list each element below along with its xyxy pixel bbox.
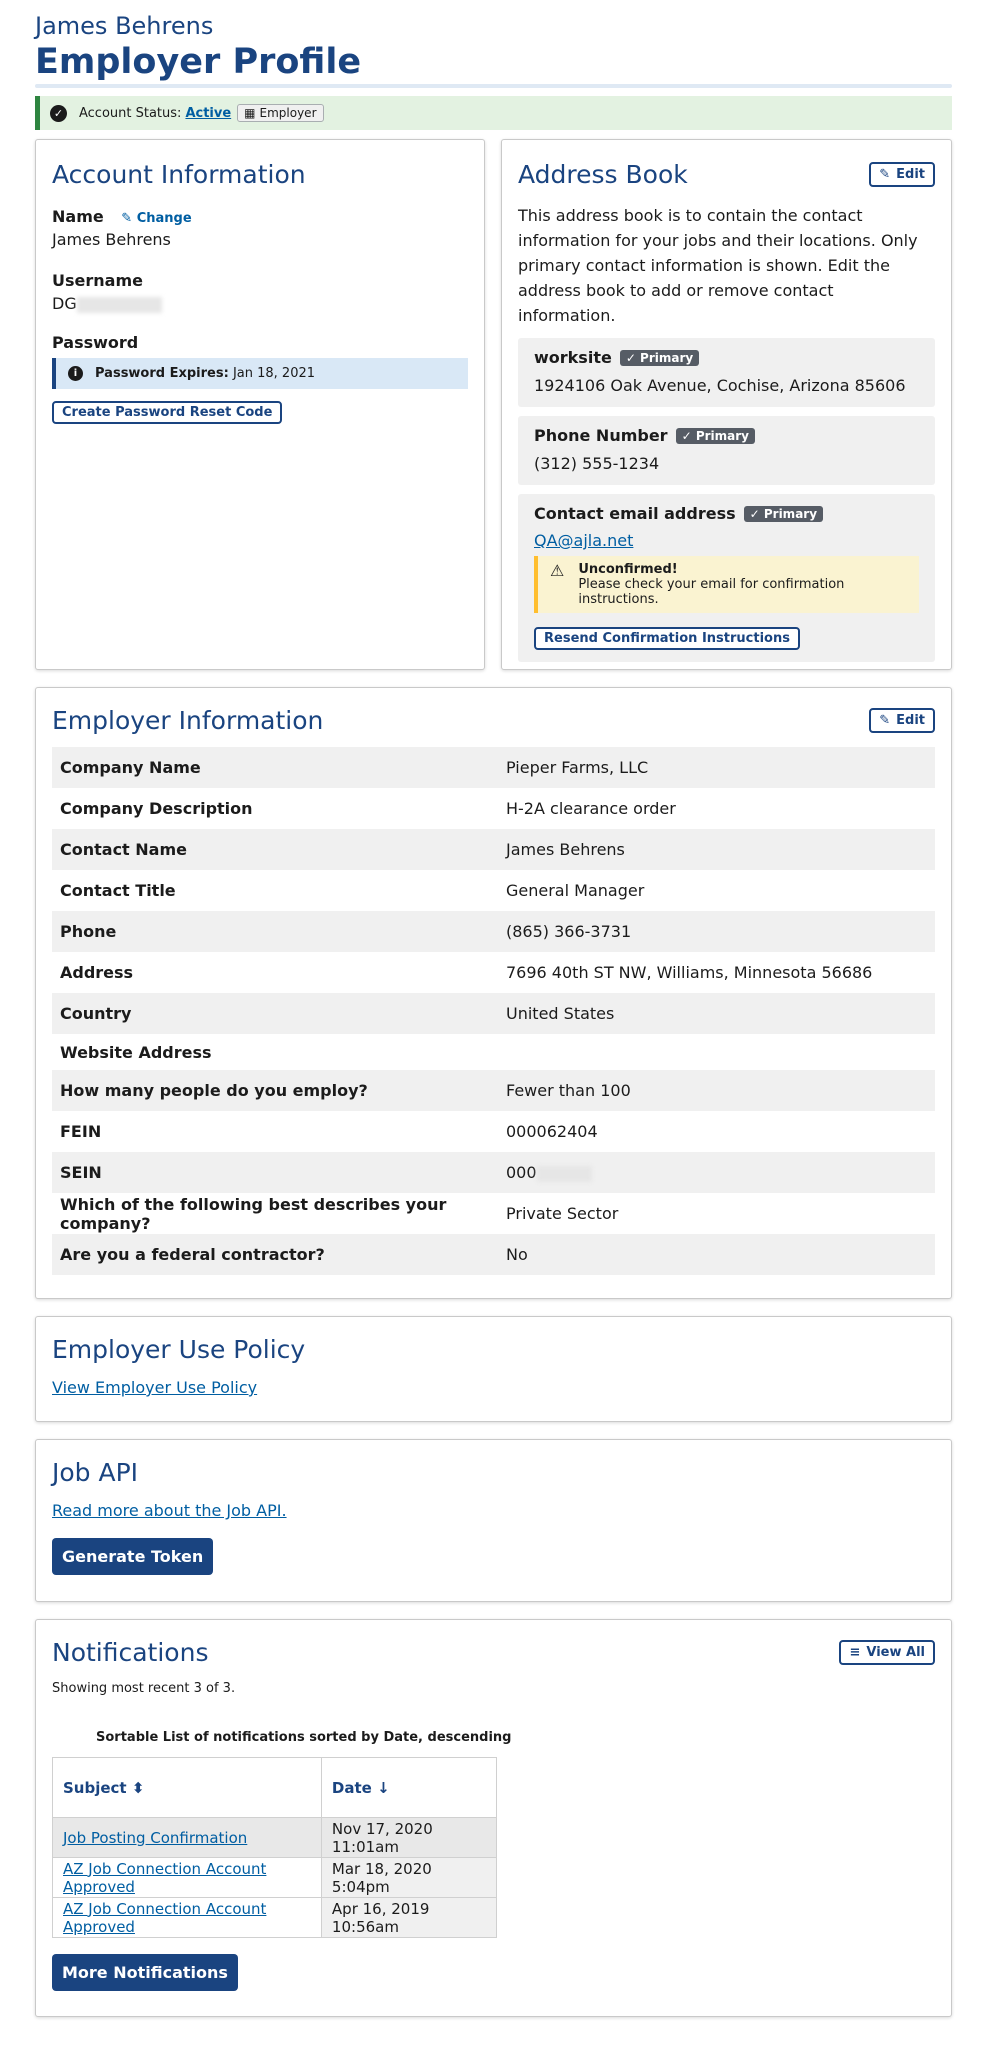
edit-label: Edit xyxy=(896,713,925,728)
showing-count: Showing most recent 3 of 3. xyxy=(52,1681,236,1696)
notification-date: Mar 18, 2020 5:04pm xyxy=(321,1858,496,1898)
pencil-icon: ✎ xyxy=(879,167,891,182)
role-tag xyxy=(237,104,323,122)
employer-use-policy-card xyxy=(35,1316,952,1422)
notifications-table xyxy=(52,1757,497,1938)
row-value: Fewer than 100 xyxy=(498,1070,935,1111)
job-api-card xyxy=(35,1439,952,1602)
row-label: FEIN xyxy=(60,1122,102,1141)
row-label: Contact Title xyxy=(60,881,176,900)
view-policy-link[interactable]: View Employer Use Policy xyxy=(52,1378,258,1397)
worksite-block xyxy=(518,338,935,407)
change-name-button[interactable] xyxy=(121,211,191,226)
list-icon: ≡ xyxy=(849,1645,861,1660)
address-book-card xyxy=(501,139,952,670)
row-label: SEIN xyxy=(52,1152,498,1193)
row-value: Private Sector xyxy=(506,1204,619,1223)
unconfirmed-alert xyxy=(534,556,919,613)
row-label: Country xyxy=(52,993,498,1034)
table-row xyxy=(53,1818,497,1858)
row-value xyxy=(498,1034,935,1070)
table-row xyxy=(52,788,935,829)
row-value: (865) 366-3731 xyxy=(498,911,935,952)
row-label: Which of the following best describes your company? xyxy=(60,1194,447,1233)
pencil-icon: ✎ xyxy=(121,211,133,226)
resend-confirmation-button[interactable]: Resend Confirmation Instructions xyxy=(534,627,800,650)
user-name: James Behrens xyxy=(35,12,214,40)
notifications-title: Notifications xyxy=(52,1638,209,1667)
name-label: Name xyxy=(52,207,104,226)
row-value: General Manager xyxy=(506,881,645,900)
table-row xyxy=(52,1070,935,1111)
row-value: James Behrens xyxy=(498,829,935,870)
account-status-bar xyxy=(35,96,952,130)
pencil-icon: ✎ xyxy=(879,713,891,728)
unconfirmed-text: Please check your email for confirmation instructions. xyxy=(578,577,845,607)
row-value: 7696 40th ST NW, Williams, Minnesota 56686 xyxy=(506,963,873,982)
job-api-title: Job API xyxy=(52,1458,139,1487)
table-row xyxy=(52,1152,935,1193)
table-row xyxy=(52,993,935,1034)
table-row xyxy=(52,1111,935,1152)
info-icon: i xyxy=(68,366,83,381)
row-label: Address xyxy=(60,963,134,982)
username-label: Username xyxy=(52,271,143,290)
date-column-header[interactable]: Date ↓ xyxy=(321,1758,496,1818)
table-row xyxy=(52,911,935,952)
username-value: DG xyxy=(52,294,77,313)
notification-date: Apr 16, 2019 10:56am xyxy=(321,1898,496,1938)
edit-label: Edit xyxy=(896,167,925,182)
phone-label: Phone Number xyxy=(534,426,668,445)
view-all-button[interactable] xyxy=(839,1640,935,1665)
role-tag-label: Employer xyxy=(259,106,317,120)
name-value: James Behrens xyxy=(52,230,171,249)
change-label: Change xyxy=(136,211,192,226)
create-password-reset-button[interactable]: Create Password Reset Code xyxy=(52,401,282,424)
job-api-link[interactable]: Read more about the Job API. xyxy=(52,1501,287,1520)
phone-block xyxy=(518,416,935,485)
name-field xyxy=(52,207,468,226)
row-label: Website Address xyxy=(60,1042,212,1062)
sort-icon: ⬍ xyxy=(131,1778,145,1797)
employer-use-policy-title: Employer Use Policy xyxy=(52,1335,306,1364)
generate-token-button[interactable]: Generate Token xyxy=(52,1538,213,1575)
more-notifications-button[interactable]: More Notifications xyxy=(52,1954,238,1991)
page-title: Employer Profile xyxy=(35,42,362,82)
password-expires-value: Jan 18, 2021 xyxy=(232,366,316,381)
table-row xyxy=(52,952,935,993)
row-value: Pieper Farms, LLC xyxy=(498,747,935,788)
notification-subject-link[interactable]: Job Posting Confirmation xyxy=(63,1828,248,1847)
table-row xyxy=(52,870,935,911)
password-expiry-text xyxy=(95,366,315,381)
password-expiry-alert xyxy=(52,358,468,389)
row-value-redacted: 000 xyxy=(498,1152,935,1193)
table-row xyxy=(52,1193,935,1234)
warning-icon: ⚠ xyxy=(550,561,565,580)
account-information-card xyxy=(35,139,485,670)
row-label: Are you a federal contractor? xyxy=(52,1234,498,1275)
title-divider xyxy=(35,84,952,88)
primary-badge: ✓ Primary xyxy=(676,428,755,444)
password-expires-label: Password Expires: xyxy=(95,366,229,381)
row-label: Phone xyxy=(52,911,498,952)
account-status-label: Account Status: xyxy=(79,105,182,121)
address-book-title: Address Book xyxy=(518,160,688,189)
account-status-link[interactable]: Active xyxy=(185,105,232,121)
employer-information-card xyxy=(35,687,952,1299)
redacted-block xyxy=(537,1166,592,1182)
table-row xyxy=(52,829,935,870)
row-value: H-2A clearance order xyxy=(506,799,676,818)
notification-subject-link[interactable]: AZ Job Connection Account Approved xyxy=(63,1859,267,1896)
row-label: How many people do you employ? xyxy=(52,1070,498,1111)
row-label: Contact Name xyxy=(52,829,498,870)
table-row xyxy=(52,1034,935,1070)
worksite-label: worksite xyxy=(534,348,612,367)
redacted-block xyxy=(77,297,162,313)
building-icon: ▦ xyxy=(244,106,256,120)
row-label: Company Description xyxy=(60,799,253,818)
table-row xyxy=(52,747,935,788)
row-label: Company Name xyxy=(52,747,498,788)
primary-badge: ✓ Primary xyxy=(744,506,823,522)
address-book-description: This address book is to contain the contact information for your jobs and their locations. Only primary contact information is shown. Edit the address book to add or remove contact information. xyxy=(518,206,918,325)
table-row xyxy=(52,1234,935,1275)
table-row xyxy=(53,1898,497,1938)
address-book-edit-button[interactable] xyxy=(869,162,935,187)
email-label: Contact email address xyxy=(534,504,736,523)
account-information-title: Account Information xyxy=(52,160,306,189)
employer-edit-button[interactable] xyxy=(869,708,935,733)
email-link[interactable]: QA@ajla.net xyxy=(534,531,634,550)
sort-desc-icon: ↓ xyxy=(377,1778,390,1797)
password-label: Password xyxy=(52,333,139,352)
check-circle-icon: ✓ xyxy=(50,105,67,122)
table-row xyxy=(53,1858,497,1898)
row-value: United States xyxy=(498,993,935,1034)
phone-value: (312) 555-1234 xyxy=(534,454,660,473)
row-value: No xyxy=(498,1234,935,1275)
notification-subject-link[interactable]: AZ Job Connection Account Approved xyxy=(63,1899,267,1936)
primary-badge: ✓ Primary xyxy=(620,350,699,366)
unconfirmed-title: Unconfirmed! xyxy=(578,562,678,577)
username-field xyxy=(52,294,468,313)
employer-info-table xyxy=(52,747,935,1275)
view-all-label: View All xyxy=(866,1645,925,1660)
email-block xyxy=(518,494,935,662)
employer-information-title: Employer Information xyxy=(52,706,324,735)
notifications-card xyxy=(35,1619,952,2017)
row-value: 000062404 xyxy=(506,1122,598,1141)
subject-column-header[interactable]: Subject ⬍ xyxy=(53,1758,322,1818)
notification-date: Nov 17, 2020 11:01am xyxy=(321,1818,496,1858)
worksite-value: 1924106 Oak Avenue, Cochise, Arizona 85606 xyxy=(534,376,906,395)
notifications-caption: Sortable List of notifications sorted by Date, descending xyxy=(96,1730,512,1745)
